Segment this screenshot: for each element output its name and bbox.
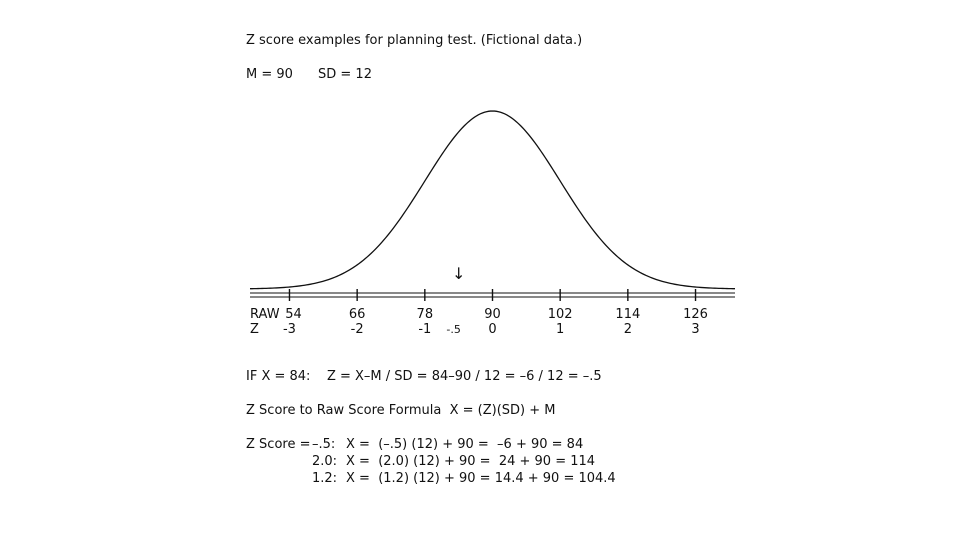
example-z: –.5: <box>312 437 336 452</box>
z-tick-label: -2 <box>350 322 364 337</box>
z-tick-label: -3 <box>282 322 296 337</box>
raw-axis-label: RAW <box>250 307 280 322</box>
z-tick-label: -1 <box>418 322 432 337</box>
mean-value: M = 90 <box>246 67 293 82</box>
marker-arrow-icon: ↓ <box>451 264 466 283</box>
raw-tick-labels <box>285 307 708 322</box>
sd-value: SD = 12 <box>318 67 372 82</box>
z-axis-label: Z <box>250 322 259 337</box>
example-expr: X = (2.0) (12) + 90 = 24 + 90 = 114 <box>346 454 596 469</box>
example-expr: X = (–.5) (12) + 90 = –6 + 90 = 84 <box>346 437 584 452</box>
formula-title: Z Score to Raw Score Formula X = (Z)(SD) + M <box>246 403 556 418</box>
raw-tick-label: 126 <box>683 307 708 322</box>
raw-tick-label: 114 <box>615 307 641 322</box>
marker-z-label: -.5 <box>446 323 461 336</box>
tick-marks <box>289 289 695 301</box>
zscore-label: Z Score = <box>246 437 311 452</box>
raw-tick-label: 102 <box>547 307 573 322</box>
example-z: 1.2: <box>312 471 338 486</box>
z-tick-labels <box>283 322 700 337</box>
chart-title: Z score examples for planning test. (Fictional data.) <box>246 33 583 48</box>
example-expr: X = (1.2) (12) + 90 = 14.4 + 90 = 104.4 <box>346 471 616 486</box>
raw-tick-label: 78 <box>416 307 434 322</box>
z-tick-label: 2 <box>623 322 632 337</box>
z-tick-label: 3 <box>691 322 700 337</box>
z-tick-label: 1 <box>556 322 565 337</box>
z-tick-label: 0 <box>488 322 497 337</box>
example-z: 2.0: <box>312 454 338 469</box>
if-x-equals-84-line: IF X = 84: Z = X–M / SD = 84–90 / 12 = –6 / 12 = –.5 <box>246 369 602 384</box>
raw-tick-label: 54 <box>285 307 302 322</box>
raw-tick-label: 90 <box>484 307 501 322</box>
normal-curve-line <box>250 111 735 289</box>
raw-tick-label: 66 <box>348 307 366 322</box>
